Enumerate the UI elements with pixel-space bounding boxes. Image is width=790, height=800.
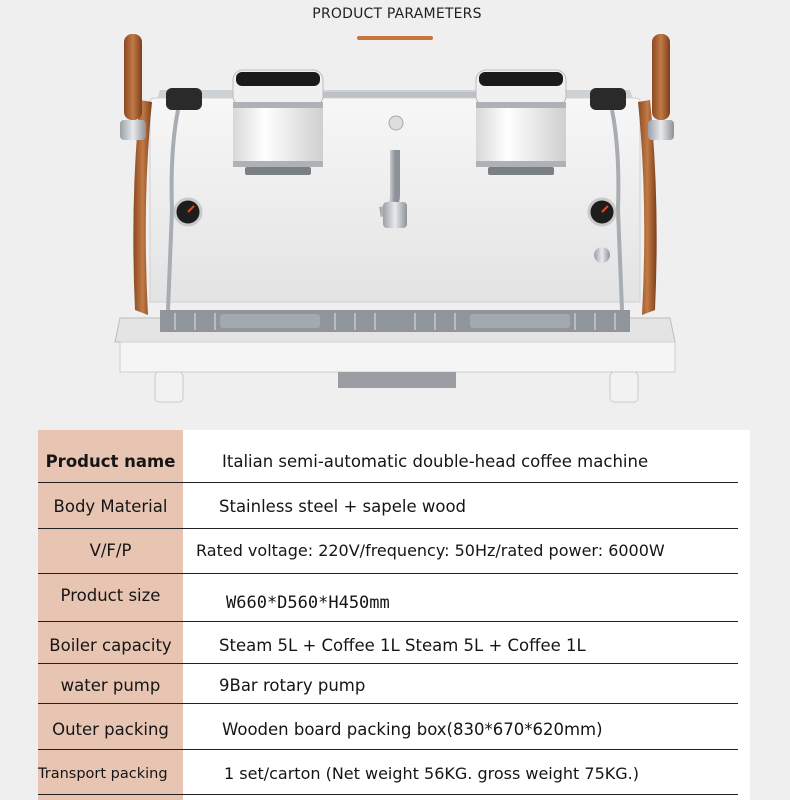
row-divider: [38, 663, 738, 664]
row-value: 1 set/carton (Net weight 56KG. gross weight 75KG.): [224, 764, 639, 783]
row-value: Wooden board packing box(830*670*620mm): [222, 720, 603, 739]
row-label: Product size: [60, 586, 161, 605]
row-label: V/F/P: [89, 541, 132, 560]
page-title: PRODUCT PARAMETERS: [312, 6, 482, 22]
row-value: Rated voltage: 220V/frequency: 50Hz/rated power: 6000W: [196, 541, 665, 560]
row-label: Boiler capacity: [49, 636, 172, 655]
row-value: Steam 5L + Coffee 1L Steam 5L + Coffee 1L: [219, 636, 586, 655]
row-divider: [38, 573, 738, 574]
row-divider: [38, 749, 738, 750]
row-divider: [38, 528, 738, 529]
row-value: W660*D560*H450mm: [226, 593, 390, 613]
label-column: [38, 430, 183, 800]
row-label: Transport packing: [38, 766, 168, 782]
row-divider: [38, 794, 738, 795]
espresso-machine-image: [100, 30, 690, 415]
row-divider: [38, 621, 738, 622]
row-label: Outer packing: [52, 720, 169, 739]
row-label: Body Material: [53, 497, 168, 516]
row-label: Product name: [45, 452, 176, 471]
row-divider: [38, 482, 738, 483]
row-value: 9Bar rotary pump: [219, 676, 366, 695]
row-divider: [38, 703, 738, 704]
row-label: water pump: [60, 676, 161, 695]
row-value: Stainless steel + sapele wood: [219, 497, 467, 516]
parameters-table: [38, 430, 750, 800]
row-value: Italian semi-automatic double-head coffee machine: [222, 452, 649, 471]
